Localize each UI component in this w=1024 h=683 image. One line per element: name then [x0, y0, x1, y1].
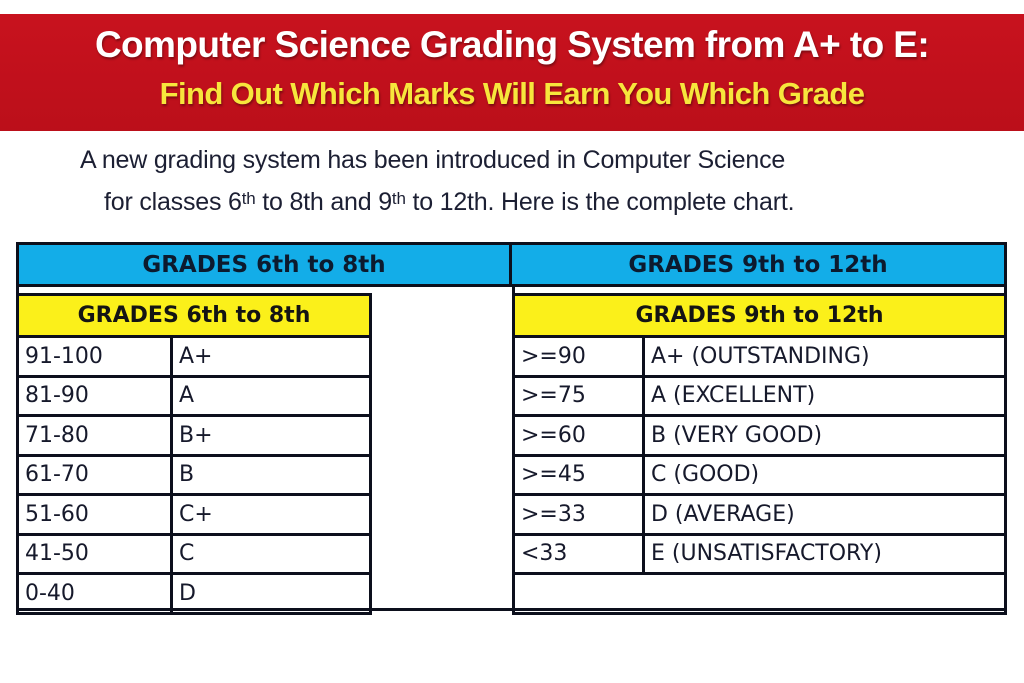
table-row: [18, 574, 371, 614]
grade: C: [172, 534, 371, 574]
marks-range: 61-70: [18, 455, 172, 495]
marks-range: >=90: [514, 337, 644, 377]
grades-9-12-table: [512, 293, 1007, 615]
table-row: [514, 495, 1006, 535]
header-grades-9-12: GRADES 9th to 12th: [512, 245, 1004, 284]
title-banner: [0, 14, 1024, 131]
grade: A+: [172, 337, 371, 377]
banner-subtitle: Find Out Which Marks Will Earn You Which Grade: [159, 76, 865, 111]
grades-6-8-table: [16, 293, 372, 615]
grade: B (VERY GOOD): [644, 416, 1006, 456]
header-grades-6-8: GRADES 6th to 8th: [19, 245, 512, 284]
table-row: [18, 495, 371, 535]
marks-range: 91-100: [18, 337, 172, 377]
intro-superscript: th: [241, 189, 256, 208]
grade-band-header-row: [19, 245, 1004, 287]
marks-range: 41-50: [18, 534, 172, 574]
table-row: [514, 455, 1006, 495]
marks-range: 51-60: [18, 495, 172, 535]
empty-cell: [514, 574, 1006, 614]
intro-line-2-part-a: for classes 6: [104, 188, 242, 216]
grade: A (EXCELLENT): [644, 376, 1006, 416]
intro-line-1: A new grading system has been introduced in Computer Science: [80, 146, 786, 174]
marks-range: >=75: [514, 376, 644, 416]
intro-line-2-part-c: to 12th. Here is the complete chart.: [405, 188, 795, 216]
table-row-empty: [514, 574, 1006, 614]
grade: C+: [172, 495, 371, 535]
grade: B: [172, 455, 371, 495]
grade: D (AVERAGE): [644, 495, 1006, 535]
grading-chart: [16, 242, 1007, 611]
grade: D: [172, 574, 371, 614]
marks-range: 71-80: [18, 416, 172, 456]
marks-range: >=45: [514, 455, 644, 495]
table-row: [514, 534, 1006, 574]
table-row: [514, 416, 1006, 456]
table-row: [18, 416, 371, 456]
table-row: [514, 337, 1006, 377]
table-row: [514, 376, 1006, 416]
banner-title: Computer Science Grading System from A+ to E:: [94, 24, 930, 65]
grade: E (UNSATISFACTORY): [644, 534, 1006, 574]
intro-line-2-part-b: to 8th and 9: [255, 188, 392, 216]
table-row: [18, 337, 371, 377]
intro-superscript: th: [391, 189, 406, 208]
table-row: [18, 534, 371, 574]
table-row: [18, 376, 371, 416]
grade: C (GOOD): [644, 455, 1006, 495]
table-row: [18, 455, 371, 495]
grade: B+: [172, 416, 371, 456]
subheader-grades-6-8: GRADES 6th to 8th: [18, 295, 371, 337]
intro-line-2: [104, 188, 794, 217]
subheader-grades-9-12: GRADES 9th to 12th: [514, 295, 1006, 337]
marks-range: <33: [514, 534, 644, 574]
grade: A: [172, 376, 371, 416]
marks-range: 81-90: [18, 376, 172, 416]
grade: A+ (OUTSTANDING): [644, 337, 1006, 377]
marks-range: >=33: [514, 495, 644, 535]
marks-range: 0-40: [18, 574, 172, 614]
marks-range: >=60: [514, 416, 644, 456]
